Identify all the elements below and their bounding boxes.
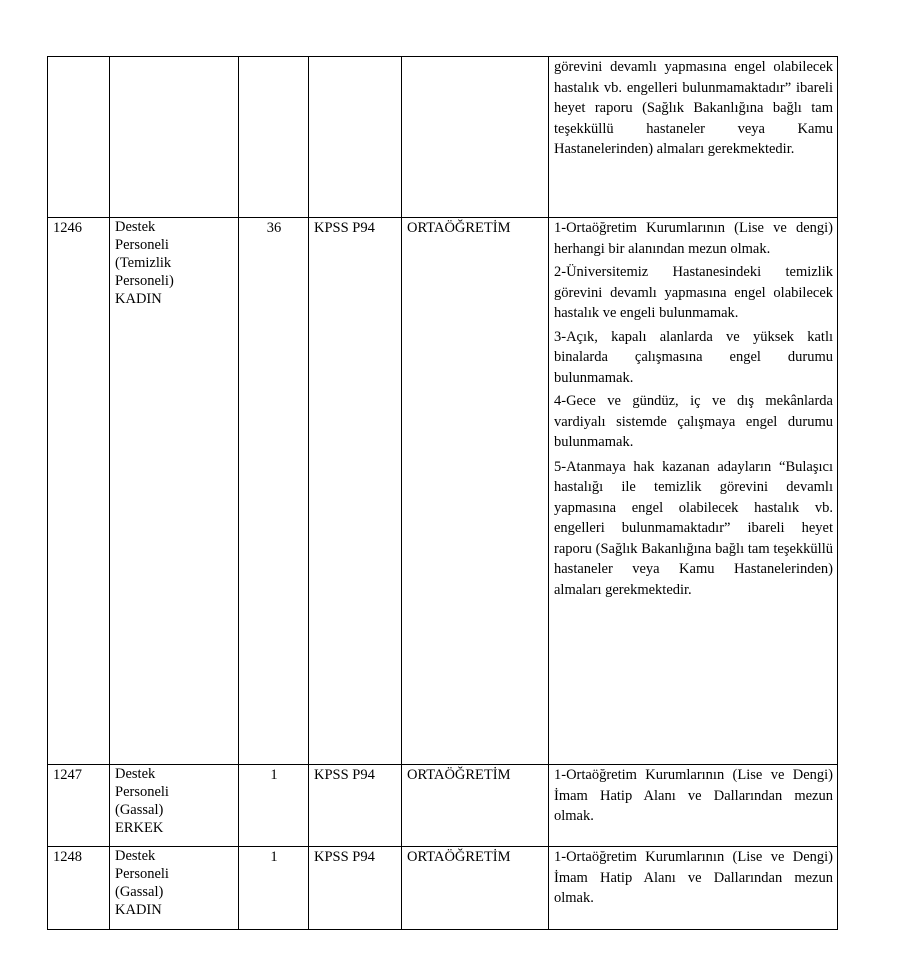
position-title-line: KADIN <box>115 291 162 307</box>
position-title-line: (Gassal) <box>115 884 164 900</box>
requirement-item: 4-Gece ve gündüz, iç ve dış mekânlarda vardiyalı sistemde çalışmaya engel durumu bulunmamak. <box>554 393 833 450</box>
position-code-cell: 1247 <box>48 765 110 847</box>
exam-type-cell: KPSS P94 <box>309 847 402 930</box>
education-level-cell: ORTAÖĞRETİM <box>402 847 549 930</box>
position-title-line: Destek <box>115 766 156 782</box>
position-title-line: ERKEK <box>115 820 164 836</box>
requirement-item: 5-Atanmaya hak kazanan adayların “Bulaşıcı hastalığı ile temizlik görevini devamlı yapmasına engel olabilecek hastalık vb. engelleri bulunmamaktadır” ibareli heyet raporu (Sağlık Bakanlığına bağlı tam teşekküllü hastaneler veya Kamu Hastanelerinden) almaları gerekmektedir. <box>554 458 833 598</box>
position-title-line: Personeli <box>115 784 169 800</box>
education-level-cell <box>402 57 549 218</box>
requirements-cell <box>549 57 838 218</box>
table-row <box>48 218 838 765</box>
exam-type-cell: KPSS P94 <box>309 218 402 765</box>
requirement-item: 3-Açık, kapalı alanlarda ve yüksek katlı binalarda çalışmasına engel durumu bulunmamak. <box>554 328 833 386</box>
education-level-cell: ORTAÖĞRETİM <box>402 765 549 847</box>
requirement-item: 2-Üniversitemiz Hastanesindeki temizlik görevini devamlı yapmasına engel olabilecek hastalık ve engeli bulunmamak. <box>554 264 833 321</box>
position-title-line: (Temizlik <box>115 255 172 271</box>
position-title-cell <box>110 218 239 765</box>
table-row <box>48 847 838 930</box>
requirement-item: 1-Ortaöğretim Kurumlarının (Lise ve Dengi) İmam Hatip Alanı ve Dallarından mezun olmak. <box>554 849 833 906</box>
table-row <box>48 765 838 847</box>
position-title-cell <box>110 57 239 218</box>
exam-type-cell <box>309 57 402 218</box>
requirements-cell <box>549 847 838 930</box>
requirement-item: 1-Ortaöğretim Kurumlarının (Lise ve dengi) herhangi bir alanından mezun olmak. <box>554 220 833 257</box>
position-code-cell: 1246 <box>48 218 110 765</box>
position-count-cell: 36 <box>239 218 309 765</box>
position-code-cell <box>48 57 110 218</box>
requirements-cell <box>549 218 838 765</box>
position-title-line: (Gassal) <box>115 802 164 818</box>
table-row <box>48 57 838 218</box>
position-title-line: Personeli <box>115 866 169 882</box>
position-title-line: Destek <box>115 219 156 235</box>
position-title-line: KADIN <box>115 902 162 918</box>
positions-table <box>47 56 838 930</box>
position-title-cell <box>110 847 239 930</box>
position-title-line: Destek <box>115 848 156 864</box>
requirement-item: görevini devamlı yapmasına engel olabilecek hastalık vb. engelleri bulunmamaktadır” ibareli heyet raporu (Sağlık Bakanlığına bağlı tam teşekküllü hastaneler veya Kamu Hastanelerinden) almaları gerekmektedir. <box>554 59 833 157</box>
position-title-cell <box>110 765 239 847</box>
position-code-cell: 1248 <box>48 847 110 930</box>
position-count-cell: 1 <box>239 765 309 847</box>
requirements-cell <box>549 765 838 847</box>
position-count-cell <box>239 57 309 218</box>
education-level-cell: ORTAÖĞRETİM <box>402 218 549 765</box>
requirement-item: 1-Ortaöğretim Kurumlarının (Lise ve Dengi) İmam Hatip Alanı ve Dallarından mezun olmak. <box>554 767 833 824</box>
position-title-line: Personeli <box>115 237 169 253</box>
exam-type-cell: KPSS P94 <box>309 765 402 847</box>
position-count-cell: 1 <box>239 847 309 930</box>
position-title-line: Personeli) <box>115 273 174 289</box>
